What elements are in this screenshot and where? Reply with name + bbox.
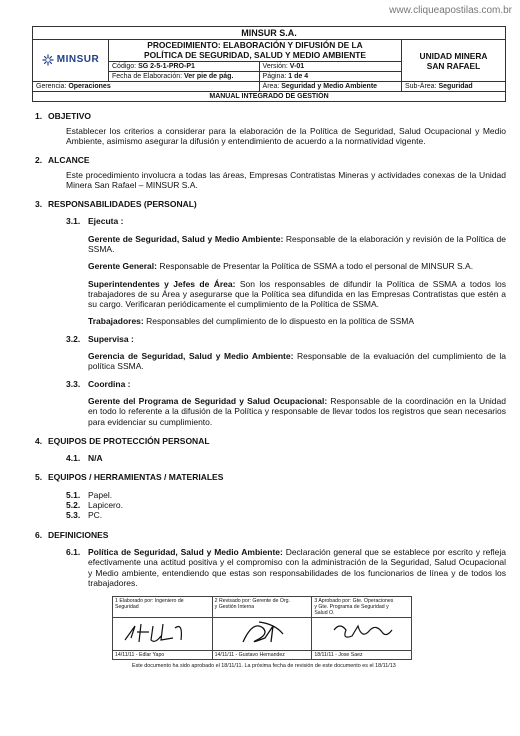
fecha-value: Ver pie de pág. [184, 73, 234, 81]
sunburst-icon [42, 54, 54, 66]
aprobado-date: 18/11/11 - Jose Saez [312, 651, 412, 660]
definition-description: Declaración general que se establece por escrito y refleja efectivamente una actitud positiva y el compromiso con la administración de la Seguridad, Salud Ocupacional y Medio ambiente, entendiendo que estas son responsabilidades de los funcionarios de línea y de todos los trabajadores. [88, 546, 506, 588]
unit-line1: UNIDAD MINERA [419, 50, 488, 61]
role-name: Gerente General: [88, 261, 157, 272]
role-name: Superintendentes y Jefes de Área: [88, 278, 236, 289]
minsur-logo [42, 54, 99, 66]
section-heading-alcance [32, 155, 506, 165]
codigo-cell [109, 62, 260, 72]
area-cell [259, 82, 401, 92]
section-number: 5. [35, 472, 43, 483]
handwritten-signature-icon [113, 618, 211, 648]
elaborado-date: 14/11/11 - Edlar Yapo [113, 651, 213, 660]
list-item [66, 500, 506, 510]
subsection-number: 4.1. [66, 453, 81, 464]
responsibility-paragraph [88, 279, 506, 310]
section-title: DEFINICIONES [48, 529, 109, 540]
version-label: Versión: [262, 63, 288, 71]
document-body [32, 111, 506, 588]
alcance-text: Este procedimiento involucra a todas las áreas, Empresas Contratistas Mineras y actividades conexas de la Unidad Minera San Rafael – MINSUR S.A. [66, 169, 506, 190]
section-title: EQUIPOS DE PROTECCIÓN PERSONAL [48, 435, 210, 446]
subsection-number: 3.1. [66, 216, 81, 227]
subsection-coordina [66, 379, 506, 389]
gerencia-value: Operaciones [68, 83, 111, 91]
document-page [32, 26, 506, 669]
pagina-value: 1 de 4 [288, 73, 309, 81]
subarea-cell [402, 82, 506, 92]
elaborado-cell [113, 597, 213, 618]
list-item-number: 5.2. [66, 500, 81, 511]
role-name: Gerente del Programa de Seguridad y Salud Ocupacional: [88, 395, 328, 406]
subsection-title: Ejecuta : [88, 216, 124, 227]
definition-item [66, 547, 506, 588]
revisado-role: y Gestión Interna [214, 604, 255, 611]
section-heading-definiciones [32, 530, 506, 540]
responsibility-paragraph [88, 351, 506, 372]
version-value: V-01 [289, 63, 305, 71]
subarea-label: Sub-Área: [405, 83, 437, 91]
document-header [32, 26, 506, 102]
list-item-text: PC. [88, 510, 103, 521]
list-item-number: 5.1. [66, 489, 81, 500]
revisado-date: 14/11/11 - Gustavo Hernandez [212, 651, 312, 660]
signature-revisado [212, 618, 312, 651]
subsection-title: Coordina : [88, 378, 131, 389]
codigo-value: SG 2-5-1-PRO-P1 [138, 63, 195, 71]
list-item-text: Lapicero. [88, 500, 123, 511]
handwritten-signature-icon [213, 618, 311, 648]
aprobado-label: 3 Aprobado por: Gte. Operaciones [314, 598, 394, 605]
role-description: Responsable de la evaluación del cumplimiento de la política SSMA. [88, 351, 507, 372]
fecha-cell [109, 72, 260, 82]
section-title: RESPONSABILIDADES (PERSONAL) [48, 199, 197, 210]
section-title: OBJETIVO [48, 111, 91, 122]
signature-elaborado [113, 618, 213, 651]
unit-name [402, 40, 506, 82]
section-heading-epp [32, 436, 506, 446]
revisado-label: 2 Revisado por: Gerente de Org. [214, 598, 290, 605]
list-item [66, 490, 506, 500]
signature-aprobado [312, 618, 412, 651]
role-name: Gerente de Seguridad, Salud y Medio Ambiente: [88, 233, 284, 244]
role-name: Gerencia de Seguridad, Salud y Medio Ambiente: [88, 351, 294, 362]
subsection-title: N/A [88, 453, 103, 464]
responsibility-paragraph [88, 316, 506, 326]
section-heading-equipos [32, 472, 506, 482]
section-number: 6. [35, 529, 43, 540]
pagina-label: Página: [262, 73, 287, 81]
role-description: Responsable de la elaboración y revisión de la Política de SSMA. [88, 233, 506, 254]
subarea-value: Seguridad [438, 83, 473, 91]
definition-term: Política de Seguridad, Salud y Medio Ambiente: [88, 546, 283, 557]
pagina-cell [259, 72, 401, 82]
section-number: 4. [35, 435, 43, 446]
aprobado-cell [312, 597, 412, 618]
gerencia-label: Gerencia: [36, 83, 67, 91]
subsection-number: 3.2. [66, 333, 81, 344]
version-cell [259, 62, 401, 72]
role-description: Responsables del cumplimiento de lo dispuesto en la política de SSMA [143, 316, 415, 327]
responsibility-paragraph [88, 261, 506, 271]
gerencia-cell [33, 82, 260, 92]
section-number: 2. [35, 155, 43, 166]
objetivo-text: Establecer los criterios a considerar para la elaboración de la Política de Seguridad, Salud Ocupacional y Medio Ambiente, asimismo asegurar la difusión y entendimiento de acuerdo a la normatividad vigente. [66, 125, 506, 146]
section-number: 3. [35, 199, 43, 210]
logo-text: MINSUR [56, 54, 100, 66]
section-title: ALCANCE [48, 155, 90, 166]
procedure-title-line2: POLÍTICA DE SEGURIDAD, SALUD Y MEDIO AMBIENTE [144, 49, 366, 60]
company-name: MINSUR S.A. [33, 27, 506, 40]
section-heading-responsabilidades [32, 199, 506, 209]
list-item-text: Papel. [88, 489, 113, 500]
definition-number: 6.1. [66, 546, 81, 557]
approval-signature-table [112, 596, 412, 660]
fecha-label: Fecha de Elaboración: [112, 73, 183, 81]
materials-list [32, 490, 506, 521]
role-description: Responsable de Presentar la Política de SSMA a todo el personal de MINSUR S.A. [156, 261, 474, 272]
watermark-url: www.cliqueapostilas.com.br [389, 5, 512, 16]
list-item-number: 5.3. [66, 510, 81, 521]
list-item [66, 510, 506, 520]
responsibility-paragraph [88, 396, 506, 427]
subsection-na [66, 453, 506, 463]
unit-line2: SAN RAFAEL [426, 60, 481, 71]
aprobado-role-cont: Salud O. [314, 610, 335, 617]
section-number: 1. [35, 111, 43, 122]
subsection-supervisa [66, 334, 506, 344]
area-label: Área: [262, 83, 280, 91]
handwritten-signature-icon [312, 618, 410, 648]
subsection-title: Supervisa : [88, 333, 134, 344]
procedure-title-line1: PROCEDIMIENTO: ELABORACIÓN Y DIFUSIÓN DE LA [147, 40, 363, 50]
subsection-ejecuta [66, 216, 506, 226]
revisado-cell [212, 597, 312, 618]
subsection-number: 3.3. [66, 378, 81, 389]
approval-footer: Este documento ha sido aprobado el 18/11/11. La próxima fecha de revisión de este documento es el 18/11/13 [132, 663, 396, 670]
procedure-title [109, 40, 402, 62]
elaborado-role: Seguridad [115, 604, 139, 611]
section-heading-objetivo [32, 111, 506, 121]
manual-title: MANUAL INTEGRADO DE GESTIÓN [33, 92, 506, 102]
role-description: Son los responsables de difundir la Política de SSMA a todos los trabajadores de su Área y asegurarse que la Política sea difundida en las Empresas Contratistas que estén a su cargo. Verificaran periódicamente el cumplimiento de la Política de SSMA. [88, 278, 506, 310]
role-name: Trabajadores: [88, 316, 144, 327]
responsibility-paragraph [88, 234, 506, 255]
codigo-label: Código: [112, 63, 137, 71]
area-value: Seguridad y Medio Ambiente [281, 83, 378, 91]
aprobado-role: y Gte. Programa de Seguridad y [314, 604, 389, 611]
role-description: Responsable de la coordinación en la Unidad en todo lo referente a la difusión de la Política y responsable de llevar todos los registros que sean necesarios para evidenciar su cumplimiento. [88, 395, 506, 427]
logo-cell [33, 40, 109, 82]
definition-text [88, 547, 506, 588]
section-title: EQUIPOS / HERRAMIENTAS / MATERIALES [48, 472, 224, 483]
elaborado-label: 1 Elaborado por: Ingeniero de [115, 598, 184, 605]
